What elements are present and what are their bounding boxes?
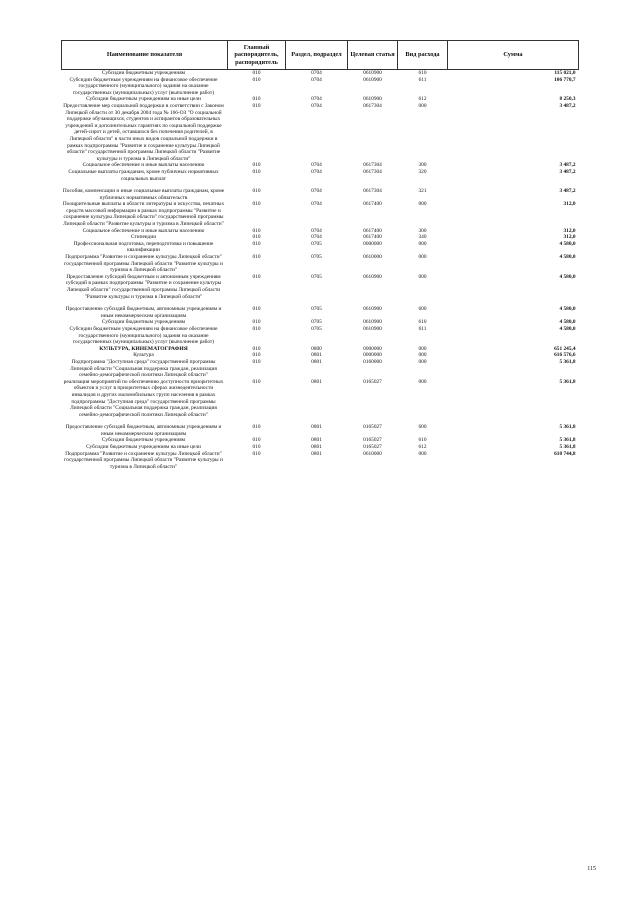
table-row xyxy=(62,444,579,451)
cell-target: 0617400 xyxy=(363,201,382,208)
cell-sum: 4 580,0 xyxy=(559,319,576,326)
table-row xyxy=(62,274,579,300)
table-row xyxy=(62,319,579,326)
cell-section: 0704 xyxy=(311,102,322,109)
cell-type: 000 xyxy=(418,378,427,385)
cell-type: 611 xyxy=(418,325,427,332)
table-row xyxy=(62,359,579,379)
column-header-name: Наименование показателя xyxy=(62,41,228,70)
cell-admin: 010 xyxy=(252,352,261,359)
cell-admin: 010 xyxy=(252,96,261,103)
cell-name: КУЛЬТУРА, КИНЕМАТОГРАФИЯ xyxy=(99,345,188,352)
table-row xyxy=(62,188,579,201)
column-header-sum: Сумма xyxy=(448,41,579,70)
cell-name: Предоставление субсидий бюджетным, автономным учреждениям и иным некоммерческим организациям xyxy=(65,424,222,437)
cell-admin: 010 xyxy=(252,424,261,431)
cell-target: 0165027 xyxy=(363,378,382,385)
cell-type: 612 xyxy=(418,96,427,103)
cell-name: Субсидии бюджетным учреждениям xyxy=(101,70,186,76)
cell-sum: 4 580,0 xyxy=(559,273,576,280)
cell-type: 610 xyxy=(418,70,427,76)
table-row xyxy=(62,234,579,241)
cell-type: 300 xyxy=(418,162,427,169)
table-row xyxy=(62,326,579,346)
cell-section: 0705 xyxy=(311,240,322,247)
cell-target: 0610900 xyxy=(363,70,382,76)
cell-type: 000 xyxy=(418,450,427,457)
cell-name: Культура xyxy=(133,352,154,359)
cell-target: 0617304 xyxy=(363,168,382,175)
cell-target: 0610900 xyxy=(363,76,382,83)
cell-type: 600 xyxy=(418,306,427,313)
table-row xyxy=(62,379,579,419)
cell-admin: 010 xyxy=(252,319,261,326)
cell-sum: 4 580,0 xyxy=(559,240,576,247)
cell-section: 0801 xyxy=(311,437,322,444)
cell-name: Стипендии xyxy=(130,234,157,241)
cell-target: 0617400 xyxy=(363,227,382,234)
cell-type: 000 xyxy=(418,201,427,208)
cell-admin: 010 xyxy=(252,188,261,195)
cell-target: 0000000 xyxy=(363,352,382,359)
cell-admin: 010 xyxy=(252,70,261,76)
cell-type: 321 xyxy=(418,188,427,195)
table-body xyxy=(62,70,579,471)
cell-admin: 010 xyxy=(252,201,261,208)
cell-sum: 4 580,0 xyxy=(559,254,576,261)
cell-section: 0801 xyxy=(311,444,322,451)
cell-admin: 010 xyxy=(252,102,261,109)
cell-type: 340 xyxy=(418,234,427,241)
cell-sum: 4 580,0 xyxy=(559,325,576,332)
cell-type: 300 xyxy=(418,227,427,234)
cell-sum: 616 576,6 xyxy=(554,352,576,359)
cell-type: 320 xyxy=(418,168,427,175)
cell-name: Предоставление субсидий бюджетным, автономным учреждениям и иным некоммерческим организациям xyxy=(65,306,222,319)
cell-admin: 010 xyxy=(252,306,261,313)
cell-admin: 010 xyxy=(252,325,261,332)
cell-target: 0610900 xyxy=(363,325,382,332)
table-row xyxy=(62,254,579,274)
column-header-target: Целевая статья xyxy=(348,41,398,70)
cell-name: Подпрограмма "Доступная среда" государственной программы Липецкой области "Социальная поддержка граждан, реализация семейно-демографической политики Липецкой области" xyxy=(70,358,217,379)
cell-sum: 610 744,8 xyxy=(554,450,576,457)
cell-name: Субсидии бюджетным учреждениям xyxy=(101,319,186,326)
cell-admin: 010 xyxy=(252,227,261,234)
cell-sum: 3 487,2 xyxy=(559,102,576,109)
cell-name: Субсидии бюджетным учреждениям xyxy=(101,437,186,444)
cell-target: 0610900 xyxy=(363,306,382,313)
table-row xyxy=(62,352,579,359)
cell-name: реализация мероприятий по обеспечению доступности приоритетных объектов и услуг в приоритетных сферах жизнедеятельности инвалидов и других маломобильных групп населения в рамках подпрограммы "Доступная среда" государственной программы Липецкой области "Социальная поддержка граждан, реализация семейно-демографической политики Липецкой области" xyxy=(63,378,224,418)
cell-section: 0705 xyxy=(311,273,322,280)
cell-sum: 4 580,0 xyxy=(559,306,576,313)
column-header-section: Раздел, подраздел xyxy=(286,41,348,70)
cell-section: 0704 xyxy=(311,76,322,83)
cell-type: 000 xyxy=(418,273,427,280)
table-row xyxy=(62,162,579,169)
cell-admin: 010 xyxy=(252,240,261,247)
cell-type: 612 xyxy=(418,444,427,451)
cell-name: Субсидии бюджетным учреждениям на иные цели xyxy=(86,96,201,103)
cell-section: 0704 xyxy=(311,227,322,234)
table-row xyxy=(62,201,579,227)
cell-section: 0705 xyxy=(311,306,322,313)
cell-section: 0801 xyxy=(311,358,322,365)
cell-target: 0610000 xyxy=(363,254,382,261)
cell-section: 0705 xyxy=(311,325,322,332)
cell-target: 0617400 xyxy=(363,234,382,241)
cell-name: Поощрительные выплаты в области литературы и искусства, печатных средств массовой информации в рамках подпрограммы "Развитие и сохранение культуры Липецкой области" государственной программы Липецкой области "Развитие культуры и туризма в Липецкой области" xyxy=(62,201,225,228)
cell-admin: 010 xyxy=(252,254,261,261)
cell-name: Социальное обеспечение и иные выплаты населению xyxy=(82,227,205,234)
budget-table-page xyxy=(61,40,578,470)
table-row xyxy=(62,103,579,162)
table-header-row xyxy=(62,41,579,70)
cell-sum: 3 487,2 xyxy=(559,188,576,195)
cell-admin: 010 xyxy=(252,378,261,385)
cell-sum: 5 361,8 xyxy=(559,378,576,385)
cell-admin: 010 xyxy=(252,234,261,241)
cell-target: 0610900 xyxy=(363,273,382,280)
cell-name: Профессиональная подготовка, переподготовка и повышение квалификации xyxy=(73,240,214,254)
column-header-admin: Главный распорядитель, распорядитель xyxy=(228,41,286,70)
cell-section: 0800 xyxy=(311,345,322,352)
cell-sum: 5 361,8 xyxy=(559,358,576,365)
cell-sum: 5 361,8 xyxy=(559,444,576,451)
cell-target: 0617304 xyxy=(363,102,382,109)
cell-section: 0705 xyxy=(311,319,322,326)
cell-target: 0610900 xyxy=(363,319,382,326)
cell-sum: 651 245,4 xyxy=(554,345,576,352)
cell-target: 0610000 xyxy=(363,450,382,457)
cell-name: Социальное обеспечение и иные выплаты населению xyxy=(82,162,205,169)
column-header-type: Вид расхода xyxy=(398,41,448,70)
cell-name: Предоставление мер социальной поддержки в соответствии с Законом Липецкой области от 30 декабря 2004 года № 166-ОЗ "О социальной поддержке обучающихся, студентов и аспирантов образовательных учреждений и дополнительных гарантиях по социальной поддержке детей-сирот и детей, оставшихся без попечения родителей, в Липецкой области" в части иных видов социальной поддержки в рамках подпрограммы "Развитие и сохранение культуры Липецкой области" государственной программы Липецкой области "Развитие культуры и туризма в Липецкой области" xyxy=(63,102,224,162)
cell-sum: 5 361,8 xyxy=(559,424,576,431)
cell-admin: 010 xyxy=(252,345,261,352)
cell-target: 0000000 xyxy=(363,345,382,352)
cell-name: Подпрограмма "Развитие и сохранение культуры Липецкой области" государственной программы Липецкой области "Развитие культуры и туризма в Липецкой области" xyxy=(64,254,223,274)
cell-name: Пособия, компенсации и иные социальные выплаты гражданам, кроме публичных нормативных обязательств xyxy=(62,188,225,201)
table-row xyxy=(62,77,579,97)
cell-section: 0704 xyxy=(311,162,322,169)
cell-type: 000 xyxy=(418,352,427,359)
cell-sum: 3 487,2 xyxy=(559,168,576,175)
cell-section: 0801 xyxy=(311,424,322,431)
table-row xyxy=(62,306,579,319)
cell-name: Субсидии бюджетным учреждениям на финансовое обеспечение государственного (муниципального) задания на оказание государственных (муниципальных) услуг (выполнение работ) xyxy=(69,76,218,96)
cell-type: 610 xyxy=(418,437,427,444)
cell-admin: 010 xyxy=(252,437,261,444)
table-row xyxy=(62,241,579,254)
table-row xyxy=(62,70,579,77)
cell-admin: 010 xyxy=(252,358,261,365)
cell-admin: 010 xyxy=(252,273,261,280)
table-row xyxy=(62,424,579,437)
table-row xyxy=(62,346,579,353)
cell-sum: 312,0 xyxy=(563,234,576,241)
cell-target: 0165027 xyxy=(363,424,382,431)
cell-name: Субсидии бюджетным учреждениям на финансовое обеспечение государственного (муниципального) задания на оказание государственных (муниципальных) услуг (выполнение работ) xyxy=(69,325,218,346)
table-row xyxy=(62,96,579,103)
cell-type: 611 xyxy=(418,76,427,83)
cell-target: 0617304 xyxy=(363,188,382,195)
cell-target: 0160000 xyxy=(363,358,382,365)
cell-sum: 5 361,8 xyxy=(559,437,576,444)
cell-name: Предоставление субсидий бюджетным и автономным учреждениям субсидий в рамках подпрограммы "Развитие и сохранение культуры Липецкой области" государственной программы Липецкой области "Развитие культуры и туризма в Липецкой области" xyxy=(65,273,222,300)
cell-section: 0801 xyxy=(311,378,322,385)
cell-type: 610 xyxy=(418,319,427,326)
cell-admin: 010 xyxy=(252,162,261,169)
cell-type: 000 xyxy=(418,345,427,352)
cell-section: 0704 xyxy=(311,168,322,175)
cell-type: 000 xyxy=(418,358,427,365)
cell-target: 0000000 xyxy=(363,240,382,247)
cell-section: 0801 xyxy=(311,450,322,457)
cell-type: 000 xyxy=(418,240,427,247)
cell-section: 0801 xyxy=(311,352,322,359)
table-row xyxy=(62,169,579,182)
cell-type: 000 xyxy=(418,102,427,109)
budget-table xyxy=(61,40,579,470)
cell-sum: 106 770,7 xyxy=(554,76,576,83)
cell-name: Субсидии бюджетным учреждениям на иные цели xyxy=(86,444,201,451)
cell-section: 0704 xyxy=(311,234,322,241)
cell-sum: 312,0 xyxy=(563,227,576,234)
cell-sum: 115 021,0 xyxy=(554,70,576,76)
cell-section: 0704 xyxy=(311,201,322,208)
table-row xyxy=(62,451,579,471)
cell-admin: 010 xyxy=(252,444,261,451)
cell-section: 0704 xyxy=(311,70,322,76)
cell-admin: 010 xyxy=(252,76,261,83)
cell-target: 0617304 xyxy=(363,162,382,169)
cell-name: Подпрограмма "Развитие и сохранение культуры Липецкой области" государственной программы Липецкой области "Развитие культуры и туризма в Липецкой области" xyxy=(64,450,223,470)
cell-type: 600 xyxy=(418,424,427,431)
cell-sum: 8 250,3 xyxy=(559,96,576,103)
page-number: 115 xyxy=(587,866,596,872)
cell-sum: 312,0 xyxy=(563,201,576,208)
cell-section: 0704 xyxy=(311,188,322,195)
cell-target: 0165027 xyxy=(363,444,382,451)
cell-type: 000 xyxy=(418,254,427,261)
cell-admin: 010 xyxy=(252,450,261,457)
cell-name: Социальные выплаты гражданам, кроме публичных нормативных социальных выплат xyxy=(68,168,219,182)
cell-section: 0705 xyxy=(311,254,322,261)
cell-admin: 010 xyxy=(252,168,261,175)
cell-target: 0165027 xyxy=(363,437,382,444)
cell-sum: 3 487,2 xyxy=(559,162,576,169)
table-row xyxy=(62,228,579,235)
cell-section: 0704 xyxy=(311,96,322,103)
cell-target: 0610900 xyxy=(363,96,382,103)
